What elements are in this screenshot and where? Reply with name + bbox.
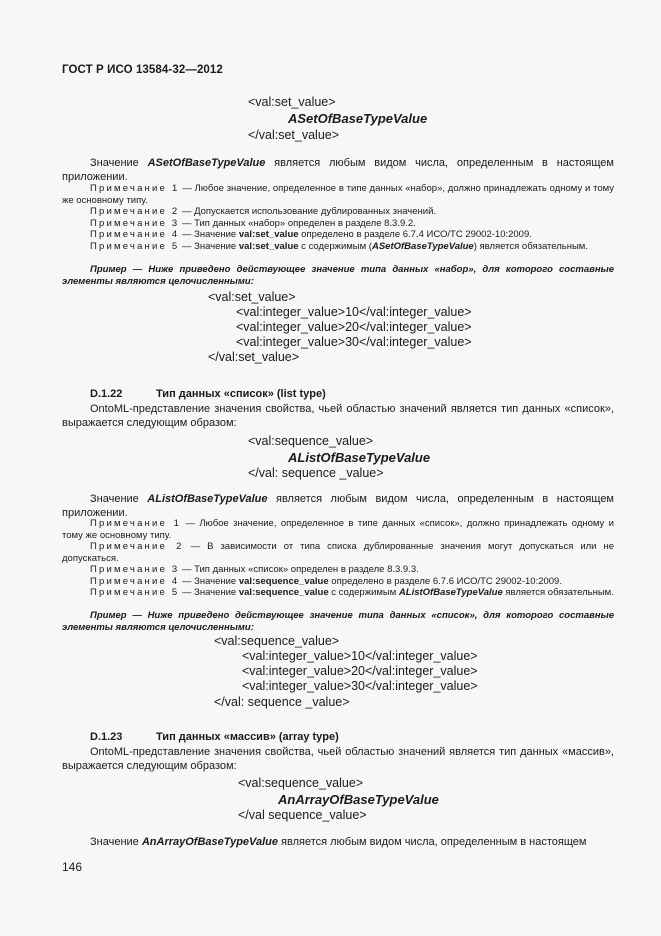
code-line: <val:sequence_value>	[238, 776, 364, 790]
code-line: <val:set_value>	[248, 95, 336, 109]
code-term: ASetOfBaseTypeValue	[288, 111, 428, 126]
code-line: <val:integer_value>30</val:integer_value>	[236, 335, 472, 349]
code-line: <val:integer_value>20</val:integer_value>	[242, 664, 478, 678]
code-line: <val:sequence_value>	[214, 634, 340, 648]
note: Примечание 4 — Значение val:sequence_value определено в разделе 6.7.6 ИСО/ТС 29002-10:2009.	[90, 576, 562, 587]
paragraph: Значение AnArrayOfBaseTypeValue является любым видом числа, определенным в настоящем	[90, 836, 587, 848]
section-heading	[90, 731, 339, 743]
section-title: Тип данных «список» (list type)	[156, 388, 326, 400]
document-header: ГОСТ Р ИСО 13584-32—2012	[62, 64, 223, 76]
section-title: Тип данных «массив» (array type)	[156, 731, 339, 743]
code-line: <val:set_value>	[208, 290, 296, 304]
note: Примечание 2 — Допускается использование дублированных значений.	[90, 206, 437, 217]
section-number: D.1.22	[90, 388, 123, 400]
note: Примечание 3 — Тип данных «набор» определен в разделе 8.3.9.2.	[90, 218, 416, 229]
code-line: <val:sequence_value>	[248, 434, 374, 448]
note: Примечание 1 — Любое значение, определенное в типе данных «набор», должно принадлежать одному и тому же основному типу.	[62, 183, 614, 206]
page-number: 146	[62, 860, 83, 874]
paragraph: OntoML-представление значения свойства, чьей областью значений является тип данных «список», выражается следующим образом:	[62, 403, 614, 429]
note: Примечание 5 — Значение val:set_value с содержимым (ASetOfBaseTypeValue) является обязательным.	[90, 241, 588, 252]
paragraph: Значение ASetOfBaseTypeValue является любым видом числа, определенным в настоящем приложении.	[62, 157, 614, 183]
code-line: </val: sequence _value>	[248, 466, 384, 480]
code-term: AnArrayOfBaseTypeValue	[278, 792, 439, 807]
section-number: D.1.23	[90, 731, 123, 743]
code-line: </val sequence_value>	[238, 808, 367, 822]
code-line: </val: sequence _value>	[214, 695, 350, 709]
paragraph: OntoML-представление значения свойства, чьей областью значений является тип данных «массив», выражается следующим образом:	[62, 746, 614, 772]
note: Примечание 5 — Значение val:sequence_value с содержимым AListOfBaseTypeValue является обязательным.	[90, 587, 614, 598]
example-caption: Пример — Ниже приведено действующее значение типа данных «набор», для которого составные элементы являются целочисленными:	[62, 264, 614, 287]
note: Примечание 4 — Значение val:set_value определено в разделе 6.7.4 ИСО/ТС 29002-10:2009.	[90, 229, 532, 240]
code-line: </val:set_value>	[248, 128, 340, 142]
code-line: <val:integer_value>10</val:integer_value>	[242, 649, 478, 663]
example-caption: Пример — Ниже приведено действующее значение типа данных «список», для которого составные элементы являются целочисленными:	[62, 610, 614, 633]
code-line: </val:set_value>	[208, 350, 300, 364]
code-line: <val:integer_value>30</val:integer_value>	[242, 679, 478, 693]
note: Примечание 3 — Тип данных «список» определен в разделе 8.3.9.3.	[90, 564, 419, 575]
code-term: AListOfBaseTypeValue	[288, 450, 431, 465]
note: Примечание 1 — Любое значение, определенное в типе данных «список», должно принадлежать одному и тому же основному типу.	[62, 518, 614, 541]
paragraph: Значение AListOfBaseTypeValue является любым видом числа, определенным в настоящем приложении.	[62, 493, 614, 519]
code-line: <val:integer_value>10</val:integer_value>	[236, 305, 472, 319]
code-line: <val:integer_value>20</val:integer_value>	[236, 320, 472, 334]
section-heading	[90, 388, 326, 400]
note: Примечание 2 — В зависимости от типа списка дублированные значения могут допускаться или не допускаться.	[62, 541, 614, 564]
